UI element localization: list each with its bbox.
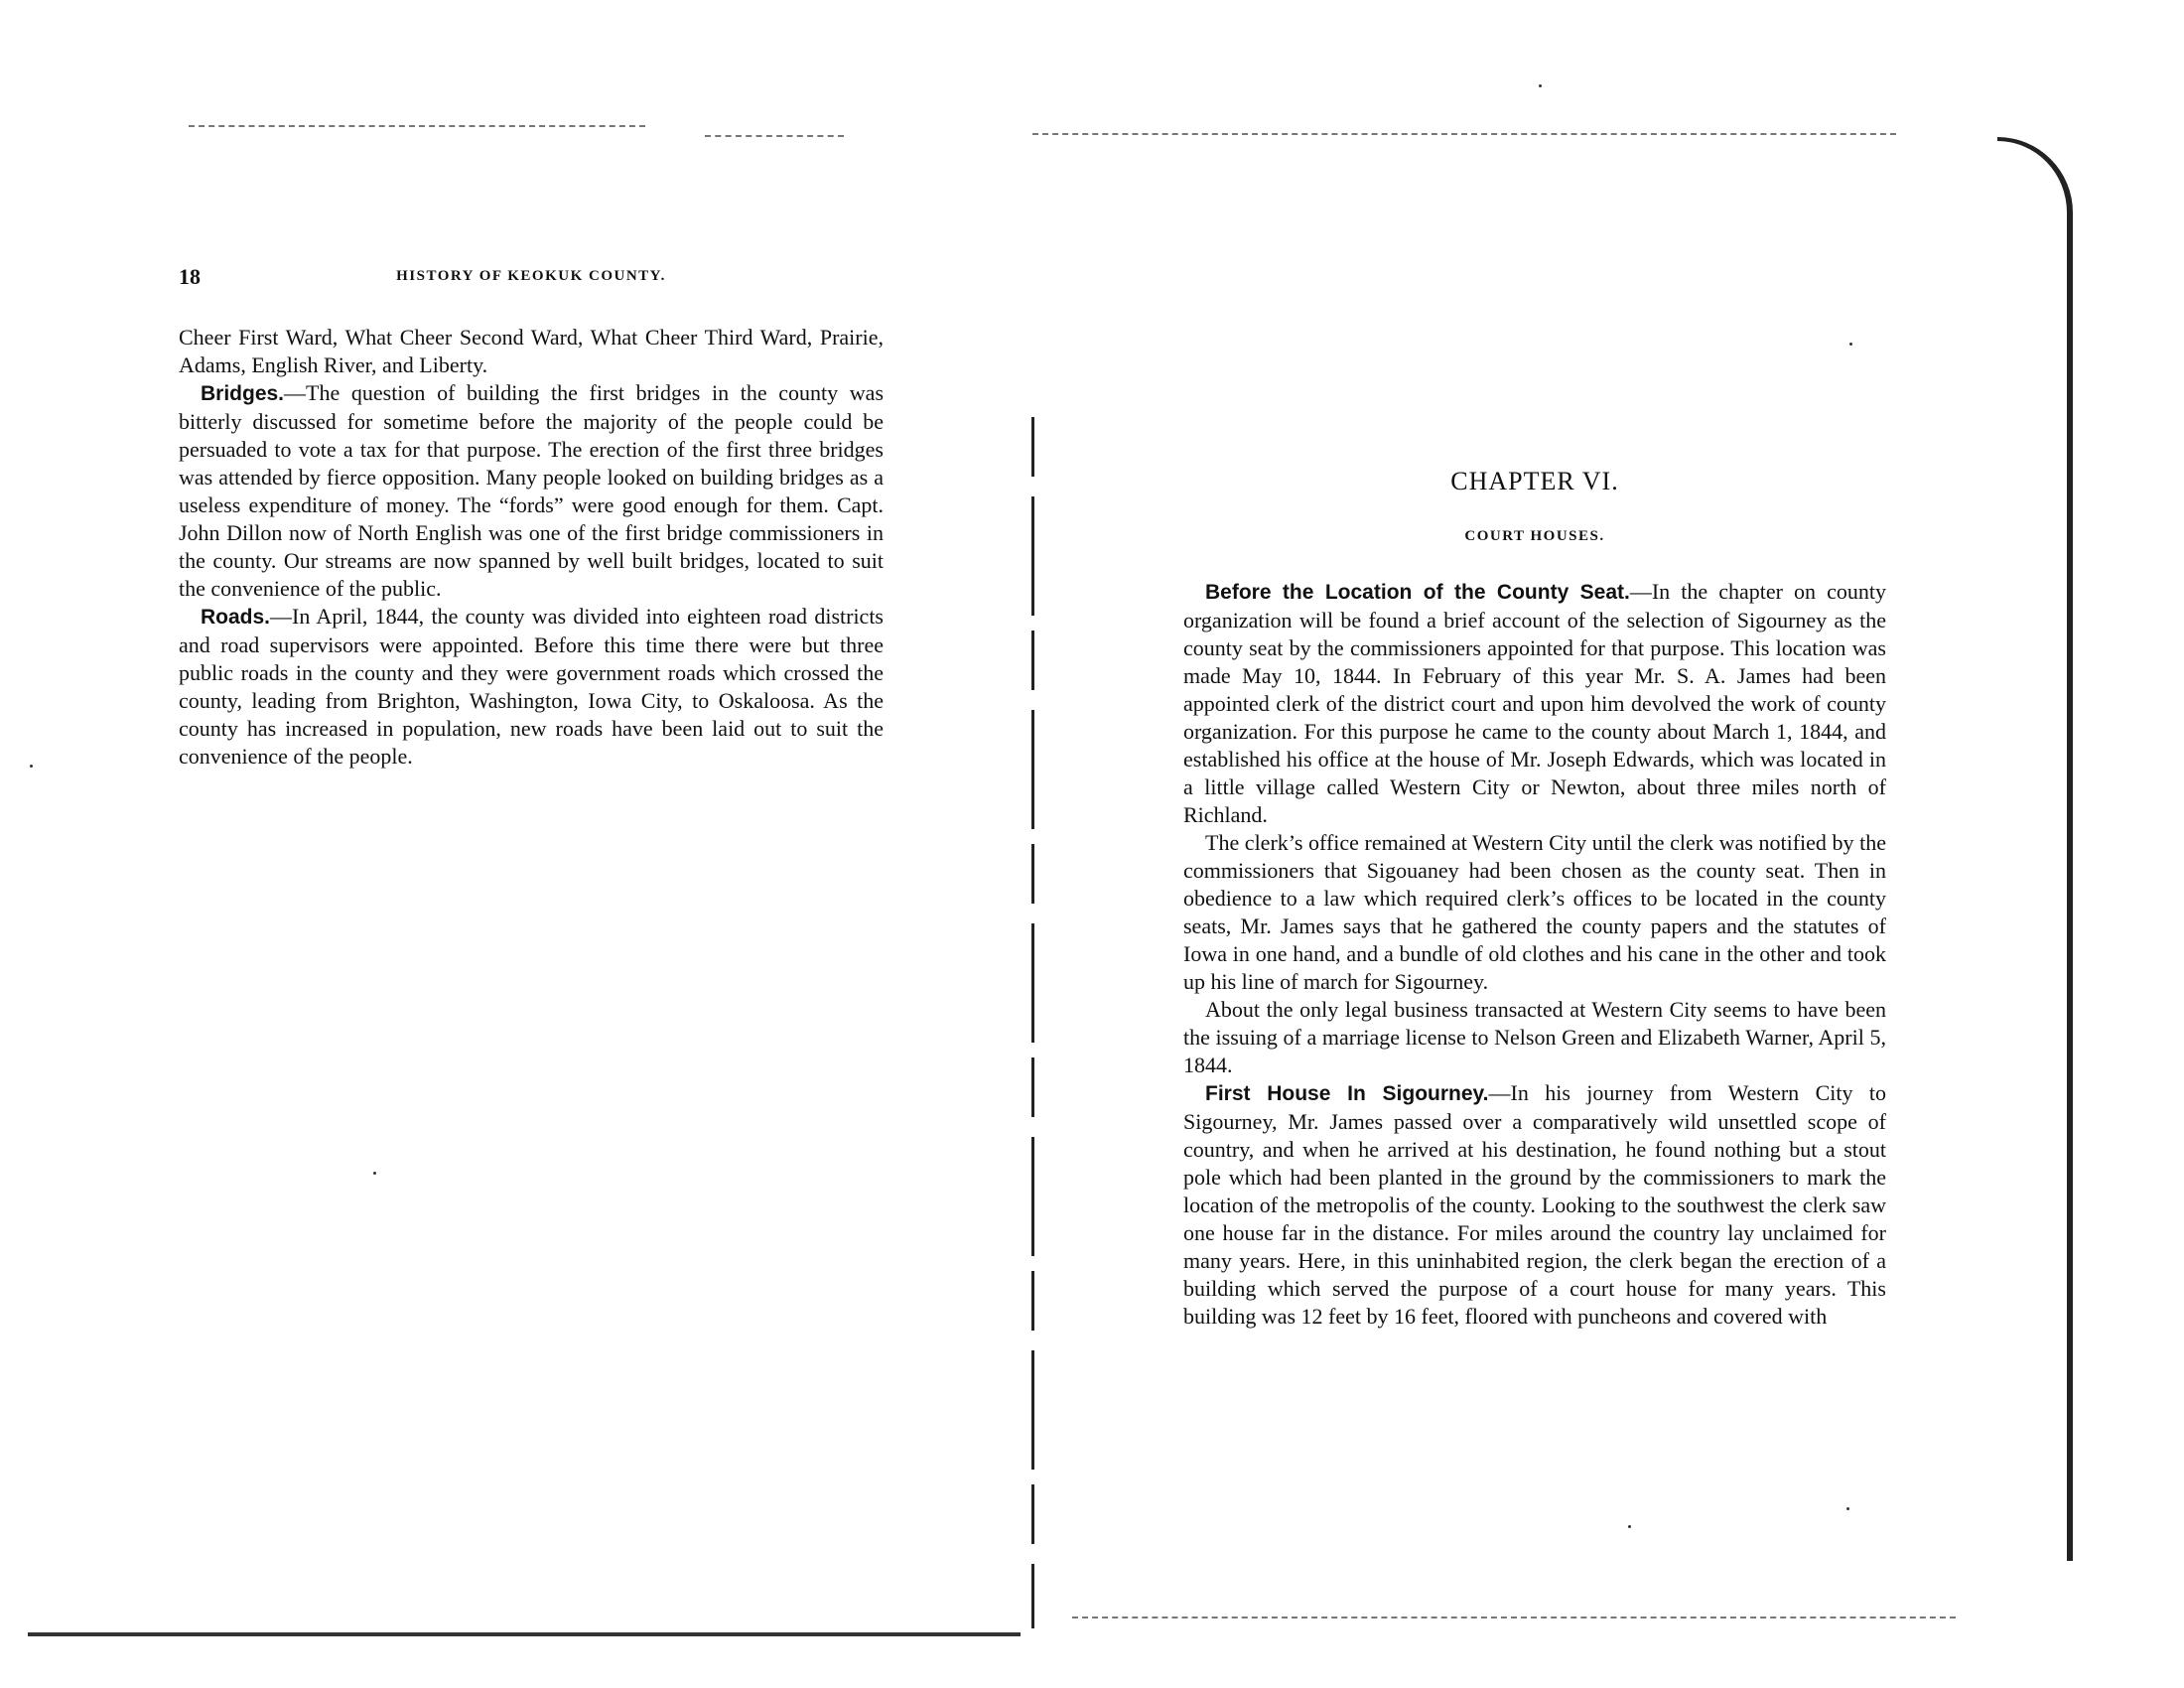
paragraph-text: The clerk’s office remained at Western City until the clerk was notified by the commissioners that Sigouaney had been chosen as the county seat. Then in obedience to a law which required clerk’s offices to be located in the county seats, Mr. James says that he gathered the county papers and the statutes of Iowa in one hand, and a bundle of old clothes and his cane in the other and took up his line of march for Sigourney. [1183, 830, 1886, 994]
right-text-column [1183, 578, 1886, 1331]
paragraph-text: About the only legal business transacted at Western City seems to have been the issuing of a marriage license to Nelson Green and Elizabeth Warner, April 5, 1844. [1183, 997, 1886, 1077]
section-heading: Roads. [201, 606, 271, 629]
paragraph-text: —In the chapter on county organization will be found a brief account of the selection of Sigourney as the county seat by the commissioners appointed for that purpose. This location was made May 10, 1844. In February of this year Mr. S. A. James had been appointed clerk of the district court and upon him devolved the work of county organization. For this purpose he came to the county about March 1, 1844, and established his office at the house of Mr. Joseph Edwards, which was located in a little village called Western City or Newton, about three miles north of Richland. [1183, 579, 1887, 827]
paragraph [179, 603, 884, 771]
left-text-column [179, 324, 884, 771]
chapter-title: CHAPTER VI. [1450, 467, 1619, 495]
paragraph-text: —In his journey from Western City to Sigourney, Mr. James passed over a comparatively wild unsettled scope of country, and when he arrived at his destination, he found nothing but a stout pole which had been planted in the ground by the commissioners to mark the location of the metropolis of the county. Looking to the southwest the clerk saw one house far in the distance. For miles around the country lay unclaimed for many years. Here, in this uninhabited region, the clerk began the erection of a building which served the purpose of a court house for many years. This building was 12 feet by 16 feet, floored with puncheons and covered with [1183, 1080, 1886, 1329]
paragraph [179, 379, 884, 603]
page-number: 18 [179, 264, 201, 289]
running-title: HISTORY OF KEOKUK COUNTY. [396, 268, 666, 284]
paragraph [1183, 1079, 1886, 1331]
section-heading: First House In Sigourney. [1205, 1082, 1489, 1105]
paragraph-text: —In April, 1844, the county was divided into eighteen road districts and road supervisors were appointed. Before this time there were but three public roads in the county and they were government roads which crossed the county, leading from Brighton, Washington, Iowa City, to Oskaloosa. As the county has increased in population, new roads have been laid out to suit the convenience of the people. [179, 604, 884, 769]
paragraph [179, 324, 884, 379]
chapter-subtitle: COURT HOUSES. [1464, 528, 1605, 544]
paragraph [1183, 578, 1886, 829]
section-heading: Bridges. [201, 382, 285, 405]
paragraph [1183, 996, 1886, 1079]
running-head [179, 264, 884, 289]
paragraph-text: Cheer First Ward, What Cheer Second Ward, What Cheer Third Ward, Prairie, Adams, English River, and Liberty. [179, 325, 884, 377]
left-page [0, 0, 1032, 1688]
section-heading: Before the Location of the County Seat. [1205, 581, 1630, 604]
paragraph [1183, 829, 1886, 996]
paragraph-text: —The question of building the first bridges in the county was bitterly discussed for sometime before the majority of the people could be persuaded to vote a tax for that purpose. The erection of the first three bridges was attended by fierce opposition. Many people looked on building bridges as a useless expenditure of money. The “fords” were good enough for them. Capt. John Dillon now of North English was one of the first bridge commissioners in the county. Our streams are now spanned by well built bridges, located to suit the convenience of the public. [179, 380, 884, 601]
